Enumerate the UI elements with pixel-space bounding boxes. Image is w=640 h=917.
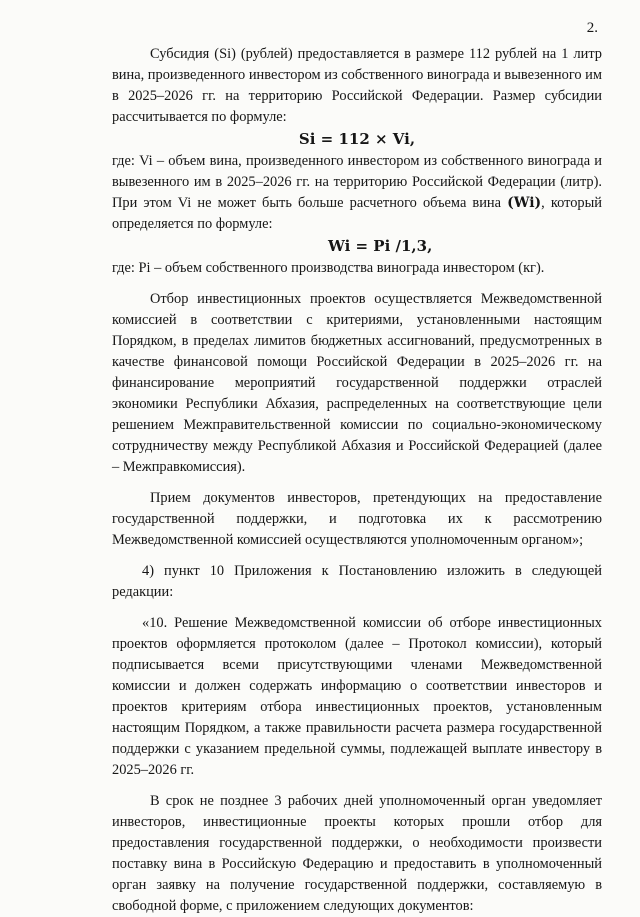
spacer (112, 279, 602, 289)
paragraph-selection: Отбор инвестиционных проектов осуществляется Межведомственной комиссией в соответствии с критериями, установленными настоящим Порядком, в пределах лимитов бюджетных ассигнований, предусмотренных в качестве финансовой помощи Российской Федерации в 2025–2026 гг. на финансирование мероприятий государственной поддержки отраслей экономики Республики Абхазия, распределенных на соответствующие цели решением Межправительственной комиссии по социально-экономическому сотрудничеству между Республикой Абхазия и Российской Федерацией (далее – Межправкомиссия). (112, 291, 602, 475)
paragraph-wine-volume (112, 151, 602, 235)
paragraph-item-4: 4) пункт 10 Приложения к Постановлению изложить в следующей редакции: (112, 563, 602, 600)
spacer (112, 781, 602, 791)
page-number: 2. (586, 20, 598, 36)
paragraph-item-10: «10. Решение Межведомственной комиссии об отборе инвестиционных проектов оформляется протоколом (далее – Протокол комиссии), который подписывается всеми присутствующими членами Межведомственной комиссии и должен содержать информацию о соответствии инвесторов и проектов критериям отбора инвестиционных проектов, установленным настоящим Порядком, а также правильности расчета размера государственной поддержки с указанием предельной суммы, подлежащей выплате инвестору в 2025–2026 гг. (112, 615, 602, 778)
formula-subsidy: Si = 112 × Vi, (298, 130, 416, 148)
paragraph-documents-reception: Прием документов инвесторов, претендующих на предоставление государственной поддержки, и подготовка их к рассмотрению Межведомственной комиссией осуществляются уполномоченным органом»; (112, 490, 602, 548)
spacer (112, 478, 602, 488)
paragraph-subsidy-size: Субсидия (Si) (рублей) предоставляется в размере 112 рублей на 1 литр вина, произведенного инвестором из собственного винограда и вывезенного им в 2025–2026 гг. на территорию Российской Федерации. Размер субсидии рассчитывается по формуле: (112, 46, 602, 125)
formula-calculated-volume: Wi = Pi /1,3, (328, 237, 433, 255)
paragraph-wine-volume-tail: , который определяется по формуле: (112, 195, 602, 232)
paragraph-notification: В срок не позднее 3 рабочих дней уполномоченный орган уведомляет инвесторов, инвестиционные проекты которых прошли отбор для предоставления государственной поддержки, о необходимости произвести поставку вина в Российскую Федерацию и предоставить в уполномоченный орган заявку на получение государственной поддержки, составляемую в свободной форме, с приложением следующих документов: (112, 793, 602, 914)
paragraph-grape-volume: где: Pi – объем собственного производства винограда инвестором (кг). (112, 260, 545, 276)
paragraph-wine-volume-text: где: Vi – объем вина, произведенного инвестором из собственного винограда и вывезенного им в 2025–2026 гг. на территорию Российской Федерации (литр). При этом Vi не может быть больше расчетного объема вина (112, 153, 602, 211)
document-body (112, 44, 602, 917)
inline-formula-wi: (Wi) (507, 195, 542, 211)
spacer (112, 551, 602, 561)
spacer (112, 603, 602, 613)
